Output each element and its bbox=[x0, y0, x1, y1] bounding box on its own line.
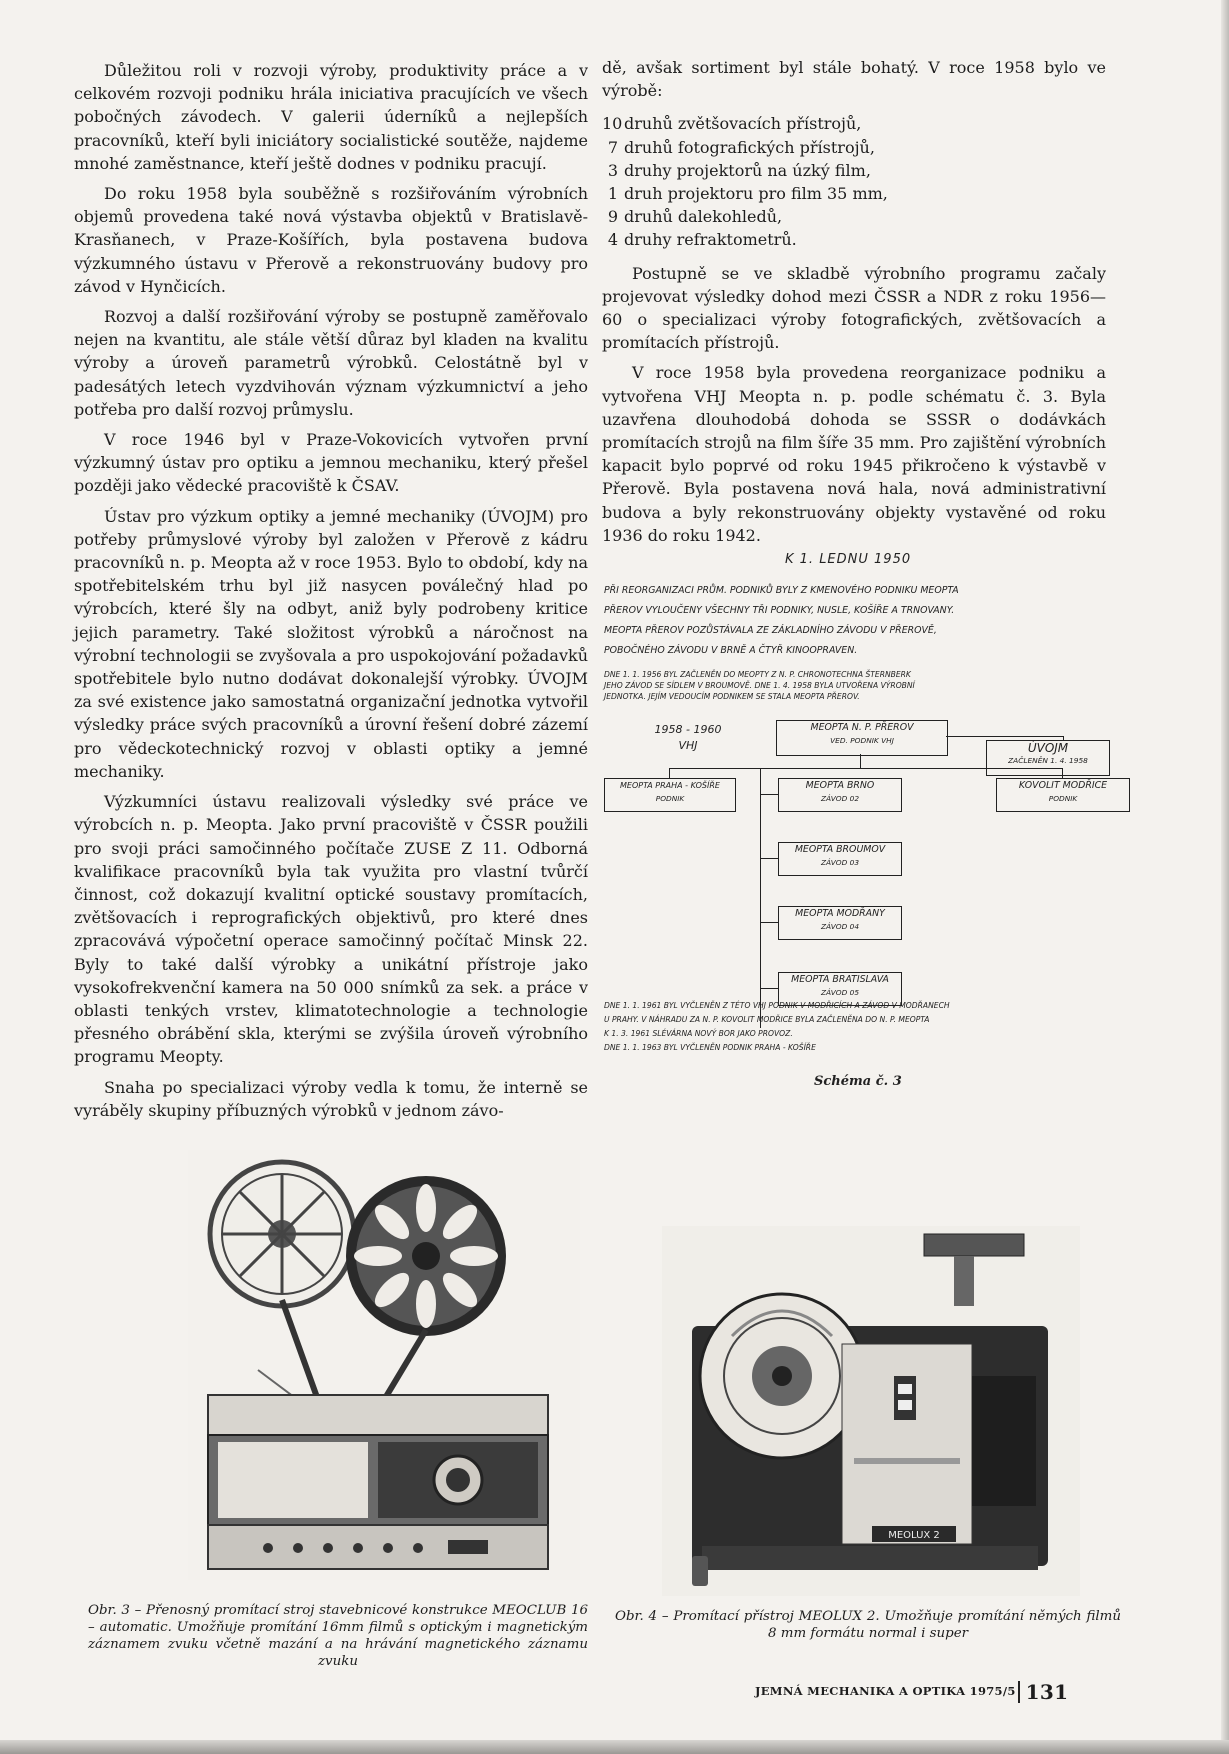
left-text-column bbox=[74, 59, 588, 1129]
scheme-small-line: DNE 1. 1. 1956 BYL ZAČLENĚN DO MEOPTY Z N. P. CHRONOTECHNA ŠTERNBERK bbox=[604, 670, 911, 679]
scheme-footer-line: U PRAHY. V NÁHRADU ZA N. P. KOVOLIT MODŘICE BYLA ZAČLENĚNA DO N. P. MEOPTA bbox=[604, 1015, 930, 1024]
scheme-title: K 1. LEDNU 1950 bbox=[785, 552, 912, 567]
box-praha-kosire: MEOPTA PRAHA - KOŠÍŘE PODNIK bbox=[604, 778, 736, 812]
box-meopta-broumov: MEOPTA BROUMOV ZÁVOD 03 bbox=[778, 842, 902, 876]
film-reel bbox=[700, 1294, 864, 1458]
paragraph: Rozvoj a další rozšiřování výroby se postupně zaměřovalo nejen na kvantitu, ale stále větší důraz byl kladen na kvalitu výroby a úroveň parametrů výrobků. Celostátně byl v padesátých letech vyzdvihován význam výzkumnictví a jeho potřeba pro další rozvoj průmyslu. bbox=[74, 307, 588, 419]
paragraph: Snaha po specializaci výroby vedla k tomu, že interně se vyráběly skupiny příbuzných výrobků v jednom závo- bbox=[74, 1077, 588, 1120]
connector-line bbox=[1062, 768, 1063, 778]
scheme-note-line: PŘI REORGANIZACI PRŮM. PODNIKŮ BYLY Z KMENOVÉHO PODNIKU MEOPTA bbox=[604, 585, 959, 596]
page-bottom-shadow bbox=[0, 1740, 1229, 1754]
connector-line bbox=[1063, 736, 1064, 741]
paragraph: V roce 1958 byla provedena reorganizace podniku a vytvořena VHJ Meopta n. p. podle schématu č. 3. Byla uzavřena dlouhodobá dohoda se SSSR o dodávkách promítacích strojů na film šíře 35 mm. Pro zajištění výrobních kapacit bylo poprvé od roku 1945 přikročeno k výstavbě v Přerově. Byla postavena nová hala, nová administrativní budova a byly rekonstruovány objekty vystavěné od roku 1936 do roku 1942. bbox=[602, 363, 1106, 545]
paragraph: Důležitou roli v rozvoji výroby, produktivity práce a v celkovém rozvoji podniku hrála iniciativa pracujících ve všech pobočných závodech. V galerii úderníků a nejlepších pracovníků, kteří byli iniciátory socialistické soutěže, najdeme mnohé zaměstnance, kteří ještě dodnes v podniku pracují. bbox=[74, 61, 588, 173]
connector-line bbox=[760, 768, 761, 778]
paragraph: Do roku 1958 byla souběžně s rozšiřováním výrobních objemů provedena také nová výstavba objektů v Bratislavě-Krasňanech, v Praze-Košířích, byla postavena budova výzkumného ústavu v Přerově a rekonstruovány budovy pro závod v Hynčicích. bbox=[74, 184, 588, 296]
scheme-small-line: JEHO ZÁVOD SE SÍDLEM V BROUMOVĚ. DNE 1. 4. 1958 BYLA UTVOŘENA VÝROBNÍ bbox=[604, 681, 915, 690]
box-meopta-bratislava: MEOPTA BRATISLAVA ZÁVOD 05 bbox=[778, 972, 902, 1006]
paragraph: Postupně se ve skladbě výrobního programu začaly projevovat výsledky dohod mezi ČSSR a NDR z roku 1956—60 o specializaci výroby fotografických, zvětšovacích a promítacích přístrojů. bbox=[602, 263, 1106, 353]
connector-line bbox=[760, 922, 778, 923]
scheme-small-line: JEDNOTKA. JEJÍM VEDOUCÍM PODNIKEM SE STALA MEOPTA PŘEROV. bbox=[604, 692, 860, 701]
list-item: 10 druhů zvětšovacích přístrojů, bbox=[602, 114, 862, 134]
list-item: 4 druhy refraktometrů. bbox=[607, 230, 797, 250]
paragraph: dě, avšak sortiment byl stále bohatý. V roce 1958 bylo ve výrobě: bbox=[602, 58, 1106, 101]
connector-line bbox=[860, 754, 861, 768]
list-item: 1 druh projektoru pro film 35 mm, bbox=[607, 184, 888, 204]
head-box-meopta-prerov: MEOPTA N. P. PŘEROV VED. PODNIK VHJ bbox=[776, 720, 948, 756]
scheme-footer-line: K 1. 3. 1961 SLÉVÁRNA NOVÝ BOR JAKO PROVOZ. bbox=[604, 1029, 793, 1038]
uvojm-box: ÚVOJM ZAČLENĚN 1. 4. 1958 bbox=[986, 740, 1110, 776]
scheme-note-line: POBOČNÉHO ZÁVODU V BRNĚ A ČTYŘ KINOOPRAVEN. bbox=[604, 645, 858, 656]
paragraph: Výzkumníci ústavu realizovali výsledky své práce ve výrobcích n. p. Meopta. Jako první pracoviště v ČSSR použili pro svoji práci samočinného počítače ZUSE Z 11. Odborná kvalifikace pracovníků byla tak využita pro vlastní tvůrčí činnost, což dokazují kvalitní optické soustavy promítacích, zvětšovacích i reprografických objektivů, pro které dnes zpracovává výpočetní operace samočinný počítač Minsk 22. Byly to také další výrobky a unikátní přístroje jako vysokofrekvenční kamera na 50 000 snímků za sek. a práce v oblasti tenkých vrstev, klimatotechnologie a technologie přesného obrábění skla, kterými se zvýšila úroveň výrobního programu Meopty. bbox=[74, 792, 588, 1067]
scheme-note-line: MEOPTA PŘEROV POZŮSTÁVALA ZE ZÁKLADNÍHO ZÁVODU V PŘEROVĚ, bbox=[604, 625, 937, 636]
scheme-footer-line: DNE 1. 1. 1961 BYL VYČLENĚN Z TÉTO VHJ PODNIK V MODŘICÍCH A ZÁVOD V MODŘANECH bbox=[604, 1001, 950, 1010]
projector-meoclub-photo bbox=[188, 1150, 580, 1580]
connector-line bbox=[946, 736, 1064, 737]
box-meopta-modrany: MEOPTA MODŘANY ZÁVOD 04 bbox=[778, 906, 902, 940]
scheme-footer-line: DNE 1. 1. 1963 BYL VYČLENĚN PODNIK PRAHA - KOŠÍŘE bbox=[604, 1043, 816, 1052]
box-meopta-brno: MEOPTA BRNO ZÁVOD 02 bbox=[778, 778, 902, 812]
page-footer bbox=[755, 1680, 1068, 1704]
paragraph: V roce 1946 byl v Praze-Vokovicích vytvořen první výzkumný ústav pro optiku a jemnou mechaniku, který přešel později jako vědecké pracoviště k ČSAV. bbox=[74, 430, 588, 496]
page-edge-shadow bbox=[1221, 0, 1229, 1754]
connector-line bbox=[760, 778, 761, 1028]
page-number: 131 bbox=[1025, 1680, 1069, 1704]
projector-meolux-photo bbox=[662, 1226, 1080, 1596]
left-reel bbox=[210, 1162, 354, 1306]
scheme-note-line: PŘEROV VYLOUČENY VŠECHNY TŘI PODNIKY, NUSLE, KOŠÍŘE A TRNOVANY. bbox=[604, 605, 955, 616]
journal-name: JEMNÁ MECHANIKA A OPTIKA 1975/5 bbox=[755, 1684, 1016, 1698]
connector-line bbox=[760, 858, 778, 859]
paragraph: Ústav pro výzkum optiky a jemné mechaniky (ÚVOJM) pro potřeby průmyslové výroby byl založen v Přerově z kádru pracovníků n. p. Meopta až v roce 1953. Bylo to období, kdy na spotřebitelském trhu byl již nasycen poválečný hlad po výrobcích, které šly na odbyt, aniž byly podrobeny kritice jejich parametry. Také složitost výrobků a náročnost na výrobní technologii se zvyšovala a pro uspokojování požadavků spotřebitele bylo nutno dodávat dokonalejší výrobky. ÚVOJM za své existence jako samostatná organizační jednotka vytvořil výsledky práce svých pracovníků a úrovní řešení dobré zázemí pro vědeckotechnický rozvoj v oblasti optiky a jemné mechaniky. bbox=[74, 506, 588, 781]
connector-line bbox=[760, 988, 778, 989]
production-list bbox=[602, 112, 1106, 251]
connector-line bbox=[760, 794, 778, 795]
list-item: 3 druhy projektorů na úzký film, bbox=[607, 160, 871, 180]
right-text-column bbox=[602, 56, 1106, 554]
list-item: 9 druhů dalekohledů, bbox=[607, 207, 783, 227]
figure-3-caption: Obr. 3 – Přenosný promítací stroj stavebnicové konstrukce MEOCLUB 16 – automatic. Umožňuje promítání 16mm filmů s optickým i magnetickým záznamem zvuku včetně mazání a na hrávání magnetického záznamu zvuku bbox=[88, 1603, 588, 1669]
right-reel bbox=[346, 1176, 506, 1336]
footer-divider bbox=[1018, 1681, 1020, 1703]
organization-scheme bbox=[600, 552, 1120, 1089]
model-label: MEOLUX 2 bbox=[888, 1530, 940, 1541]
connector-line bbox=[669, 768, 1062, 769]
period-label: 1958 - 1960 VHJ bbox=[654, 723, 722, 752]
scheme-caption: Schéma č. 3 bbox=[814, 1074, 902, 1089]
connector-line bbox=[669, 768, 670, 778]
projector-body bbox=[208, 1395, 548, 1569]
box-kovolit-modrice: KOVOLIT MODŘICE PODNIK bbox=[996, 778, 1130, 812]
figure-4-caption: Obr. 4 – Promítací přístroj MEOLUX 2. Umožňuje promítání němých filmů 8 mm formátu normal i super bbox=[615, 1609, 1121, 1641]
list-item: 7 druhů fotografických přístrojů, bbox=[607, 137, 875, 157]
